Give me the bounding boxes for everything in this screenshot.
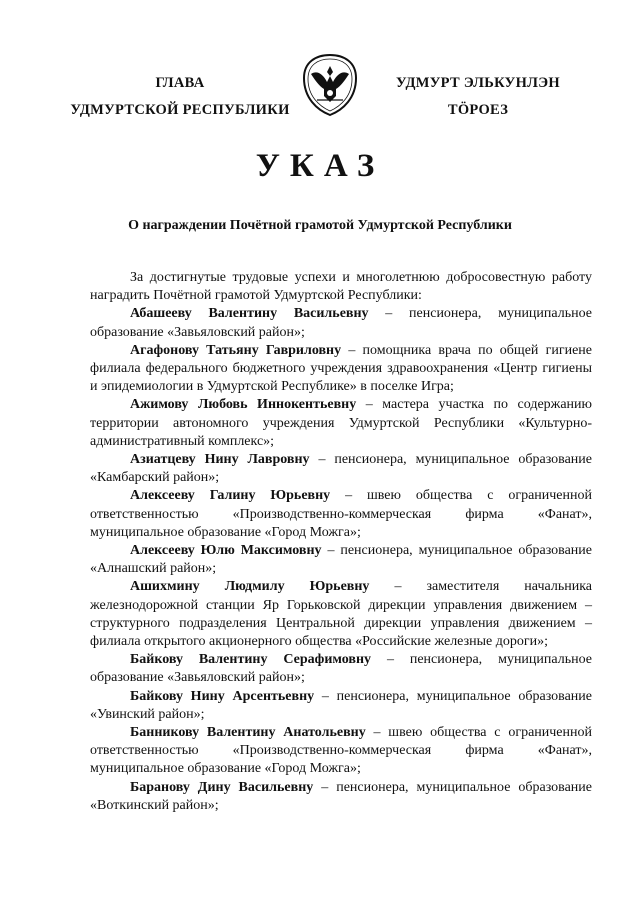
awardee-description: – мастера участка по содержанию территории автономного учреждения Удмуртской Республики «Культурно-административный комплекс»; (90, 397, 592, 449)
awardee-description: – швею общества с ограниченной ответственностью «Производственно-коммерческая фирма «Фанат», муниципальное образование «Город Можга»; (90, 725, 592, 777)
awardee-paragraph (90, 651, 592, 687)
awardee-description: – помощника врача по общей гигиене филиала федерального бюджетного учреждения здравоохранения «Центр гигиены и эпидемиологии в Удмуртской Республике» в поселке Игра; (90, 342, 592, 395)
header-left-line1: ГЛАВА (155, 75, 205, 91)
awardee-description: – швею общества с ограниченной ответственностью «Производственно-коммерческая фирма «Фанат», муниципальное образование «Город Можга»; (90, 488, 593, 540)
awardee-paragraph (90, 305, 592, 341)
awardee-name: Баранову Дину Васильевну (130, 779, 314, 795)
awardee-paragraph (90, 724, 592, 779)
document-subject: О награждении Почётной грамотой Удмуртской Республики (128, 218, 512, 233)
awardee-description: – заместителя начальника железнодорожной станции Яр Горьковской дирекции управления движением – структурного подразделения Центральной дирекции управления движением – филиала открытого акционерного общества «Российские железные дороги»; (90, 579, 592, 650)
awardee-name: Агафонову Татьяну Гавриловну (130, 342, 342, 358)
document-title: УКАЗ (255, 148, 385, 184)
awardee-paragraph (90, 688, 592, 724)
awardee-description: – пенсионера, муниципальное образование «Завьяловский район»; (90, 306, 592, 340)
awardee-list (90, 305, 592, 815)
document-body (90, 269, 592, 815)
awardee-description: – пенсионера, муниципальное образование «Увинский район»; (90, 688, 592, 722)
awardee-name: Ашихмину Людмилу Юрьевну (130, 579, 370, 595)
awardee-name: Алексееву Юлю Максимовну (130, 543, 322, 559)
awardee-paragraph (90, 578, 592, 651)
header-right-line2: ТӦРОЕЗ (447, 102, 509, 118)
awardee-name: Банникову Валентину Анатольевну (130, 725, 366, 741)
awardee-description: – пенсионера, муниципальное образование «Камбарский район»; (90, 452, 592, 486)
header-right (378, 70, 578, 124)
awardee-description: – пенсионера, муниципальное образование «Завьяловский район»; (90, 652, 592, 686)
awardee-name: Абашееву Валентину Васильевну (130, 306, 369, 322)
awardee-paragraph (90, 487, 592, 542)
awardee-name: Азиатцеву Нину Лавровну (130, 452, 310, 468)
intro-paragraph: За достигнутые трудовые успехи и многолетнюю добросовестную работу наградить Почётной грамотой Удмуртской Республики: (90, 270, 592, 304)
header-left (60, 70, 300, 124)
awardee-name: Байкову Нину Арсентьевну (130, 688, 315, 704)
awardee-name: Алексееву Галину Юрьевну (130, 488, 331, 504)
awardee-name: Байкову Валентину Серафимовну (130, 652, 372, 668)
awardee-paragraph (90, 451, 592, 487)
awardee-paragraph (90, 542, 592, 578)
coat-of-arms-icon (299, 52, 361, 118)
awardee-paragraph (90, 779, 592, 815)
awardee-name: Ажимову Любовь Иннокентьевну (130, 397, 357, 413)
awardee-description: – пенсионера, муниципальное образование «Алнашский район»; (90, 543, 592, 577)
header-left-line2: УДМУРТСКОЙ РЕСПУБЛИКИ (70, 102, 290, 118)
awardee-paragraph (90, 396, 592, 451)
header-right-line1: УДМУРТ ЭЛЬКУНЛЭН (396, 75, 560, 91)
awardee-description: – пенсионера, муниципальное образование «Воткинский район»; (90, 779, 592, 813)
awardee-paragraph (90, 342, 592, 397)
